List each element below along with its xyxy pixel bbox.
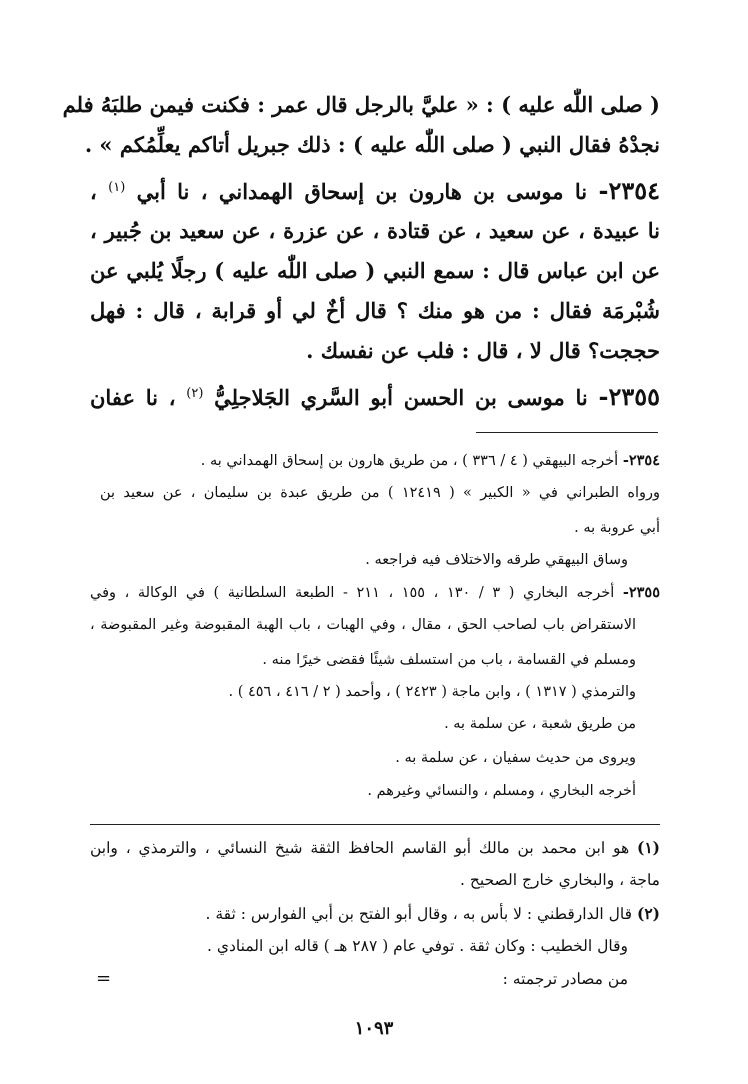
footnote-2-line-2: وقال الخطيب : وكان ثقة . توفي عام ( ٢٨٧ هـ ) قاله ابن المنادي .: [207, 937, 628, 955]
footnote-2-line-1: [206, 904, 661, 923]
takhrij-2354-line-2: ورواه الطبراني في « الكبير » ( ١٢٤١٩ ) من طريق عبدة بن سليمان ، عن سعيد بن: [100, 485, 660, 501]
takhrij-2355-line-4: والترمذي ( ١٣١٧ ) ، وابن ماجة ( ٢٤٢٣ ) ، وأحمد ( ٢ / ٤١٦ ، ٤٥٦ ) .: [228, 684, 636, 700]
hadith-2355-chain: نا موسى بن الحسن أبو السَّري الجَلاجلِيُّ: [214, 385, 588, 410]
main-line-4: نا عبيدة ، عن سعيد ، عن قتادة ، عن عزرة ، عن سعيد بن جُبير ،: [90, 218, 660, 243]
takhrij-2355-number: ٢٣٥٥-: [622, 584, 661, 601]
continuation-mark: =: [96, 968, 112, 989]
main-line-7: حججت؟ قال لا ، قال : فلب عن نفسك .: [306, 338, 660, 363]
takhrij-2355-line-3: ومسلم في القسامة ، باب من استسلف شيئًا فقضى خيرًا منه .: [262, 652, 636, 668]
hadith-2355-heading: [90, 382, 660, 411]
main-line-1: ( صلى اللّٰه عليه ) : « عليَّ بالرجل قال عمر : فكنت فيمن طلبَهُ فلم: [62, 92, 660, 117]
takhrij-2354-line-1: [201, 452, 660, 469]
footnote-2-line-3: من مصادر ترجمته :: [502, 970, 628, 988]
page-number: ١٠٩٣: [354, 1018, 394, 1039]
takhrij-2354-line-3: أبي عروبة به .: [574, 520, 660, 536]
hadith-2354-chain: نا موسى بن هارون بن إسحاق الهمداني ، نا أبي: [136, 179, 588, 204]
footnote-ref-1: (١): [108, 180, 126, 195]
footnote-1-line-2: ماجة ، والبخاري خارج الصحيح .: [460, 871, 660, 889]
footnote-1-number: (١): [636, 838, 660, 857]
ibn-abbas-name: عن ابن عباس: [537, 258, 660, 283]
takhrij-2354-text-1: أخرجه البيهقي ( ٤ / ٣٣٦ ) ، من طريق هارون بن إسحاق الهمداني به .: [200, 453, 619, 469]
takhrij-2355-line-7: أخرجه البخاري ، ومسلم ، والنسائي وغيرهم .: [367, 783, 636, 799]
footnotes-separator: [90, 824, 660, 825]
takhrij-2354-line-4: وساق البيهقي طرقه والاختلاف فيه فراجعه .: [365, 552, 628, 568]
footnote-ref-2: (٢): [186, 386, 204, 401]
takhrij-2355-line-1: [90, 584, 660, 601]
takhrij-2355-text-1: أخرجه البخاري ( ٣ / ١٣٠ ، ١٥٥ ، ٢١١ - الطبعة السلطانية ) في الوكالة ، وفي: [90, 585, 615, 601]
hadith-2354-number: ٢٣٥٤-: [598, 176, 660, 205]
takhrij-2355-line-5: من طريق شعبة ، عن سلمة به .: [444, 716, 636, 732]
hadith-2355-number: ٢٣٥٥-: [598, 382, 661, 411]
takhrij-2354-number: ٢٣٥٤-: [622, 452, 660, 469]
takhrij-2355-line-6: ويروى من حديث سفيان ، عن سلمة به .: [395, 750, 636, 766]
hadith-2354-heading: [90, 176, 660, 205]
hadith-2355-tail: ، نا عفان: [90, 385, 176, 410]
main-line-6: شُبْرمَة فقال : من هو منك ؟ قال أخٌ لي أو قرابة ، قال : فهل: [90, 298, 660, 323]
takhrij-separator: [476, 432, 658, 433]
takhrij-2355-line-2: الاستقراض باب لصاحب الحق ، مقال ، وفي الهبات ، باب الهبة المقبوضة وغير المقبوضة ،: [90, 617, 636, 633]
footnote-1-line-1: [90, 838, 660, 857]
main-line-5-rest: قال : سمع النبي ( صلى اللّٰه عليه ) رجلًا يُلبي عن: [90, 258, 530, 283]
footnote-2-text-1: قال الدارقطني : لا بأس به ، وقال أبو الفتح بن أبي الفوارس : ثقة .: [205, 905, 633, 923]
footnote-2-number: (٢): [636, 904, 660, 923]
hadith-2354-comma: ،: [90, 179, 97, 204]
main-line-5: [90, 258, 660, 283]
footnote-1-text-1: هو ابن محمد بن مالك أبو القاسم الحافظ الثقة شيخ النسائي ، والترمذي ، وابن: [90, 839, 630, 857]
main-line-2: نجدْهُ فقال النبي ( صلى اللّٰه عليه ) : ذلك جبريل أتاكم يعلِّمُكم » .: [84, 132, 660, 157]
